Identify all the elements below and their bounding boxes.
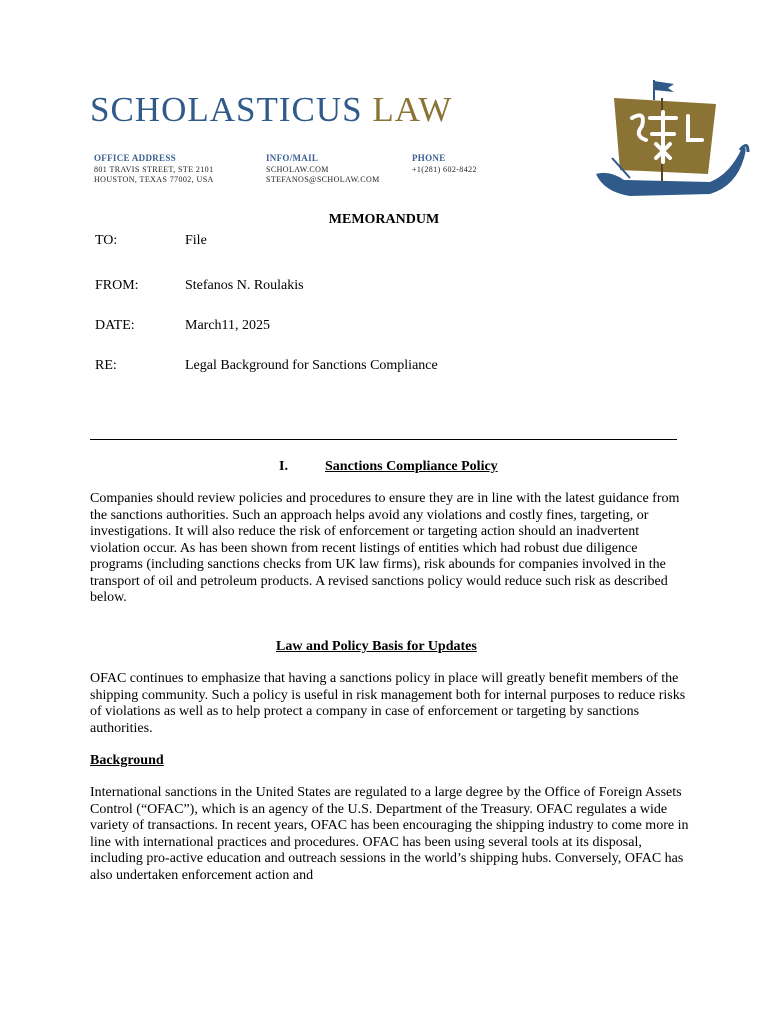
website-text: SCHOLAW.COM	[266, 164, 329, 174]
memo-to-row	[95, 233, 207, 249]
section-1-heading	[325, 459, 498, 475]
office-address-line2: HOUSTON, TEXAS 77002, USA	[94, 175, 214, 185]
office-address-line1: 801 TRAVIS STREET, STE 2101	[94, 164, 214, 174]
info-mail-block	[266, 153, 380, 185]
email-text: STEFANOS@SCHOLAW.COM	[266, 175, 380, 185]
re-label: RE:	[95, 358, 117, 373]
section-1-paragraph: Companies should review policies and procedures to ensure they are in line with the latest guidance from the sanctions authorities. Such an approach helps avoid any violations and costly fines, targeting, or investigations. It will also reduce the risk of enforcement or targeting action should an inadvertent violation occur. As has been shown from recent listings of entities which had robust due diligence programs (including sanctions checks from UK law firms), risk abounds for companies involved in the transport of oil and petroleum products. A revised sanctions policy would reduce such risk as described below.	[90, 491, 680, 605]
firm-suffix: LAW	[372, 90, 453, 129]
section-1-heading-text: Sanctions Compliance Policy	[325, 459, 498, 474]
phone-block	[412, 153, 477, 175]
memo-from-row	[95, 278, 304, 294]
firm-letterhead-title	[90, 92, 452, 127]
phone-label: PHONE	[412, 153, 446, 163]
sailing-ship-logo-icon	[590, 78, 750, 207]
info-mail-label: INFO/MAIL	[266, 153, 319, 163]
date-label: DATE:	[95, 318, 135, 333]
header-divider	[90, 439, 677, 440]
memo-re-row	[95, 358, 438, 374]
re-value: Legal Background for Sanctions Compliance	[185, 358, 438, 373]
memorandum-title: MEMORANDUM	[328, 212, 440, 227]
law-policy-heading: Law and Policy Basis for Updates	[276, 639, 477, 654]
office-address-label: OFFICE ADDRESS	[94, 153, 176, 163]
date-value: March11, 2025	[185, 318, 271, 333]
section-1-number: I.	[279, 459, 288, 474]
to-label: TO:	[95, 233, 118, 248]
from-label: FROM:	[95, 278, 139, 293]
memo-date-row	[95, 318, 270, 334]
from-value: Stefanos N. Roulakis	[185, 278, 304, 293]
phone-number: +1(281) 602-8422	[412, 164, 477, 174]
law-policy-paragraph: OFAC continues to emphasize that having a sanctions policy in place will greatly benefit members of the shipping community. Such a policy is useful in risk management both for internal purposes to reduce risks of violations as well as to help protect a company in case of enforcement or targeting by sanctions authorities.	[90, 671, 686, 736]
firm-name: SCHOLASTICUS	[90, 90, 363, 129]
background-heading: Background	[90, 753, 164, 768]
to-value: File	[185, 233, 207, 248]
office-address-block	[94, 153, 214, 185]
background-paragraph: International sanctions in the United States are regulated to a large degree by the Office of Foreign Assets Control (“OFAC”), which is an agency of the U.S. Department of the Treasury. OFAC regulates a wide variety of transactions. In recent years, OFAC has been encouraging the shipping industry to come more in line with international practices and procedures. OFAC has been using several tools at its disposal, including pro-active education and outreach sessions in the world’s shipping hubs. Conversely, OFAC has also undertaken enforcement action and	[90, 785, 689, 883]
